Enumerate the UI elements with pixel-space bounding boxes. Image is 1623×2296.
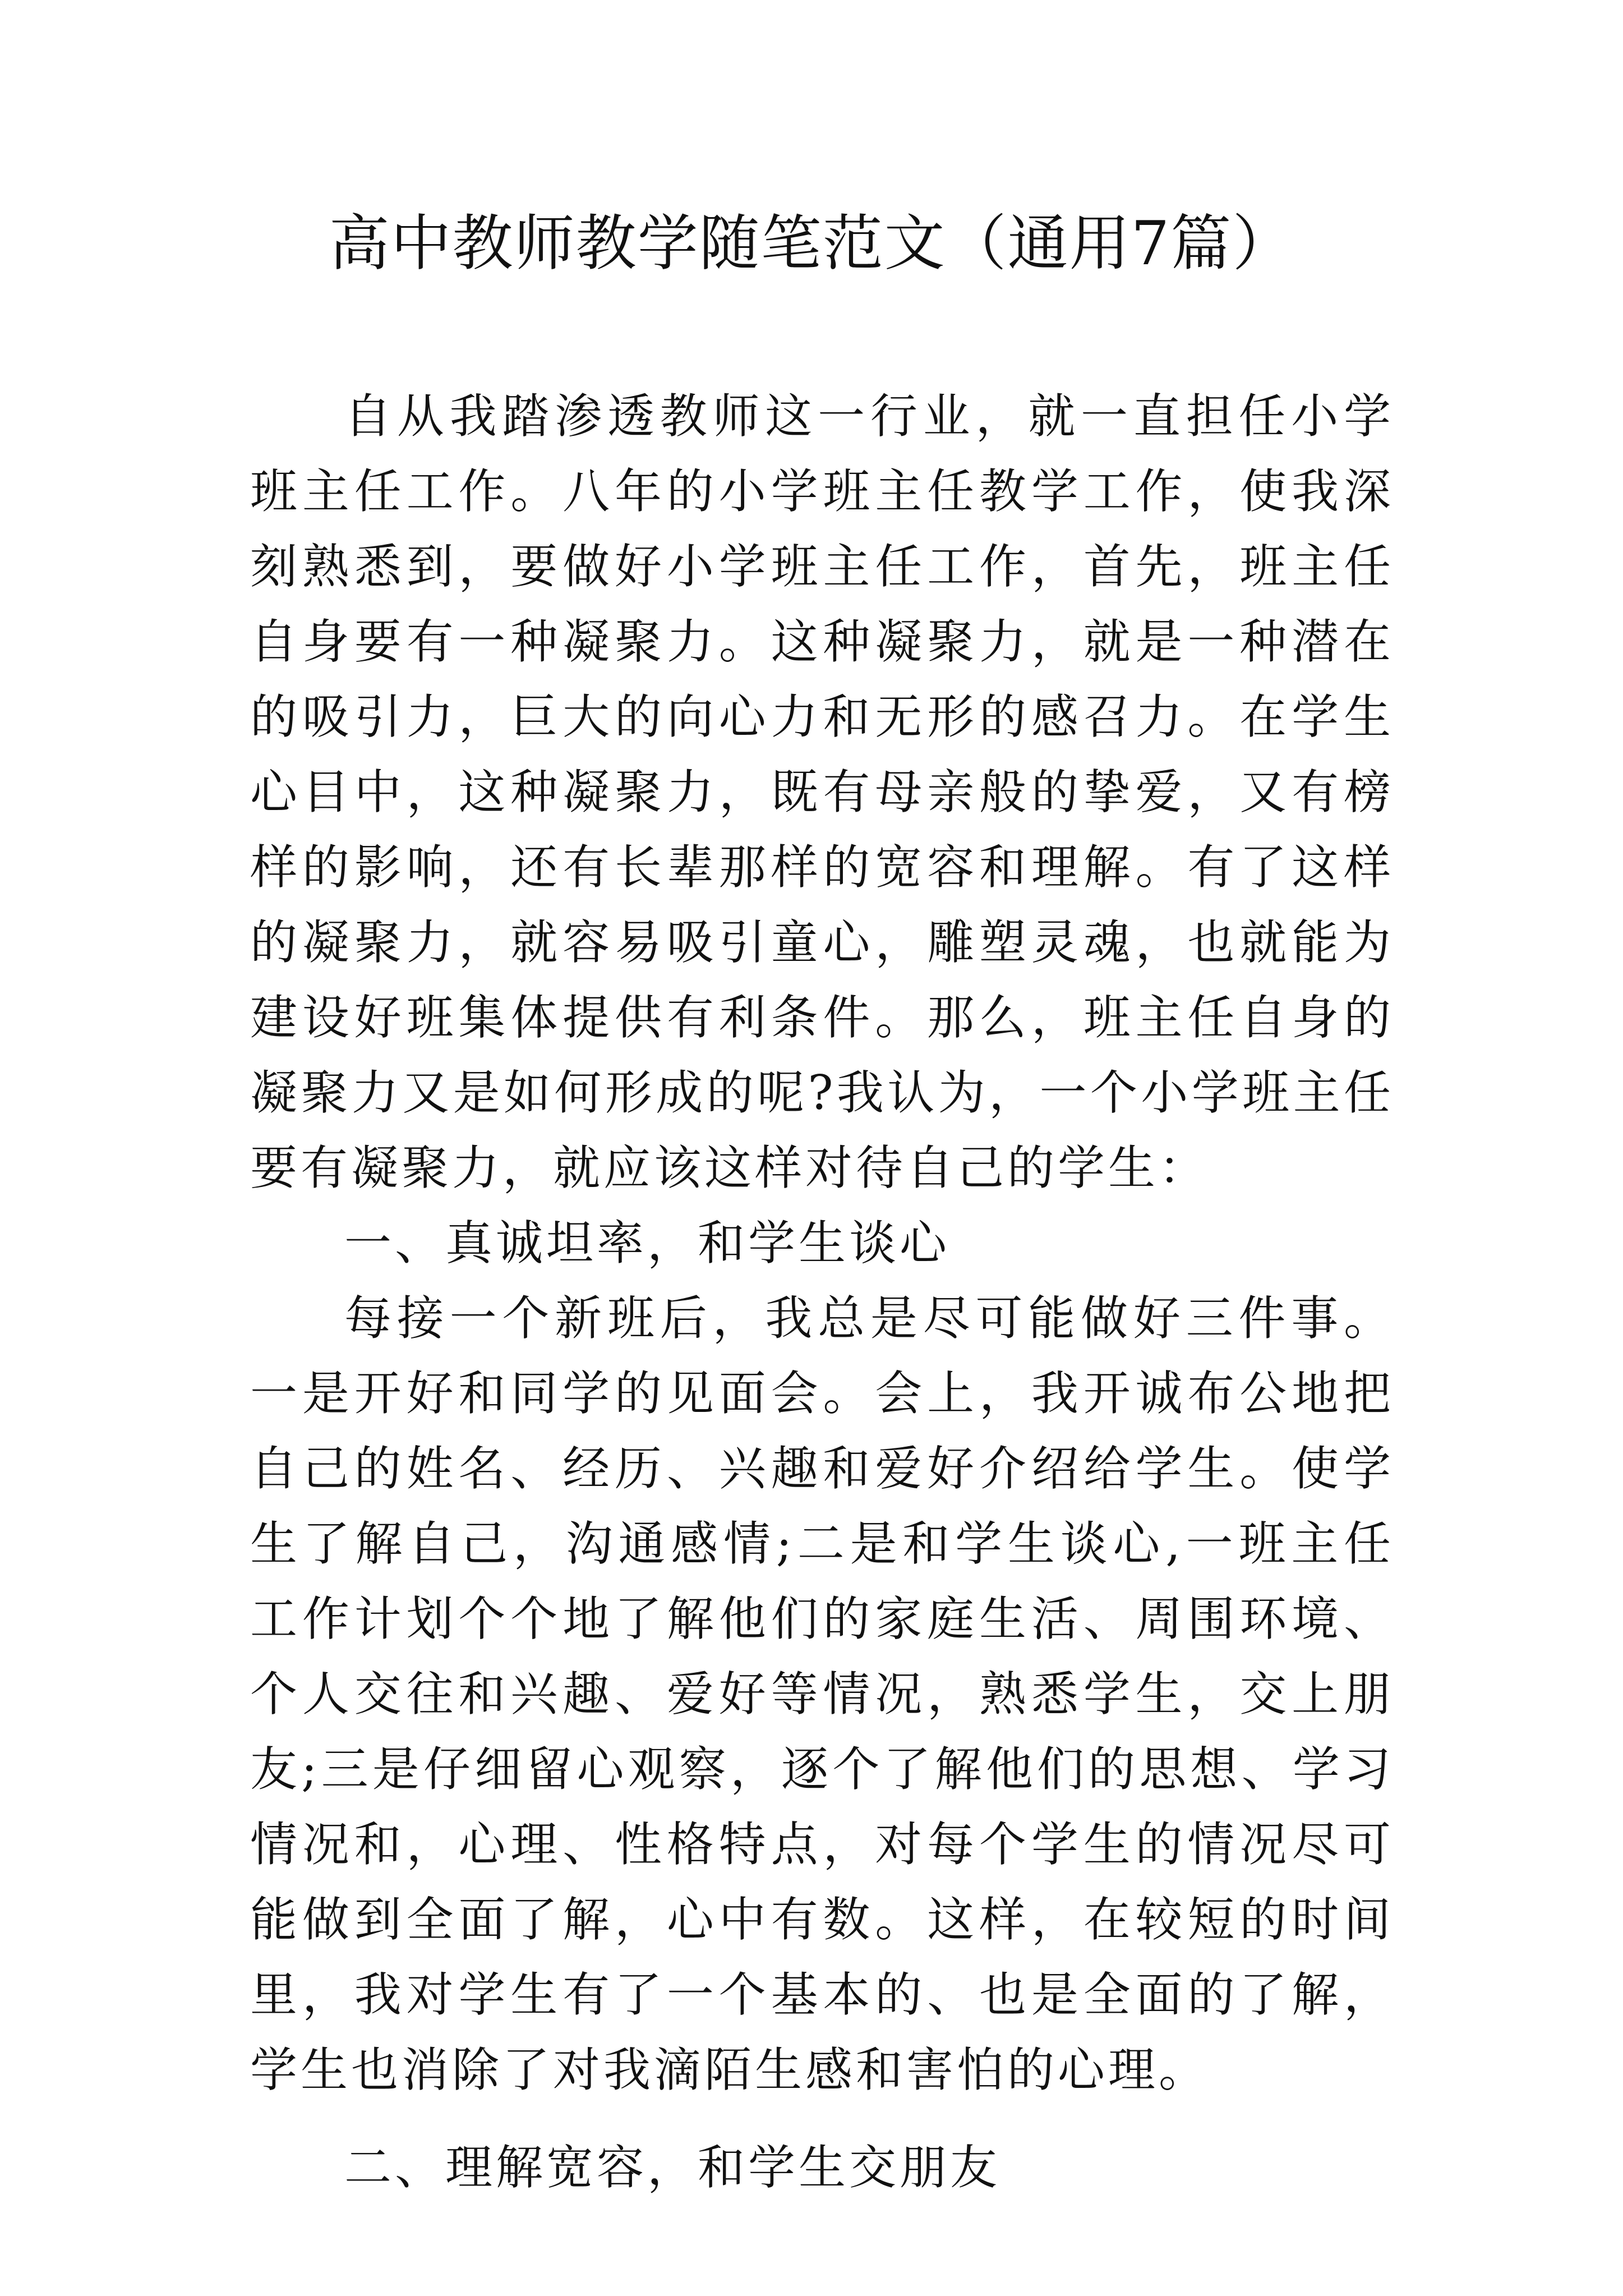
section-heading-1: 一、真诚坦率，和学生谈心 bbox=[344, 1216, 951, 1271]
body-paragraph-section-1: 每接一个新班后，我总是尽可能做好三件事。一是开好和同学的见面会。会上，我开诚布公地把自己的姓名、经历、兴趣和爱好介绍给学生。使学生了解自己，沟通感情;二是和学生谈心,一班主任工作计划个个地了解他们的家庭生活、周围环境、个人交往和兴趣、爱好等情况，熟悉学生，交上朋友;三是仔细留心观察，逐个了解他们的思想、学习情况和，心理、性格特点，对每个学生的情况尽可能做到全面了解，心中有数。这样，在较短的时间里，我对学生有了一个基本的、也是全面的了解，学生也消除了对我滴陌生感和害怕的心理。 bbox=[250, 1291, 1394, 2097]
document-body bbox=[250, 379, 1394, 2205]
body-paragraph-intro: 自从我踏渗透教师这一行业，就一直担任小学班主任工作。八年的小学班主任教学工作，使我深刻熟悉到，要做好小学班主任工作，首先，班主任自身要有一种凝聚力。这种凝聚力，就是一种潜在的吸引力，巨大的向心力和无形的感召力。在学生心目中，这种凝聚力，既有母亲般的挚爱，又有榜样的影响，还有长辈那样的宽容和理解。有了这样的凝聚力，就容易吸引童心，雕塑灵魂，也就能为建设好班集体提供有利条件。那么，班主任自身的凝聚力又是如何形成的呢?我认为，一个小学班主任要有凝聚力，就应该这样对待自己的学生： bbox=[250, 389, 1394, 1195]
section-heading-2: 二、理解宽容，和学生交朋友 bbox=[344, 2140, 1001, 2195]
document-title: 高中教师教学随笔范文（通用7篇） bbox=[329, 209, 1294, 279]
